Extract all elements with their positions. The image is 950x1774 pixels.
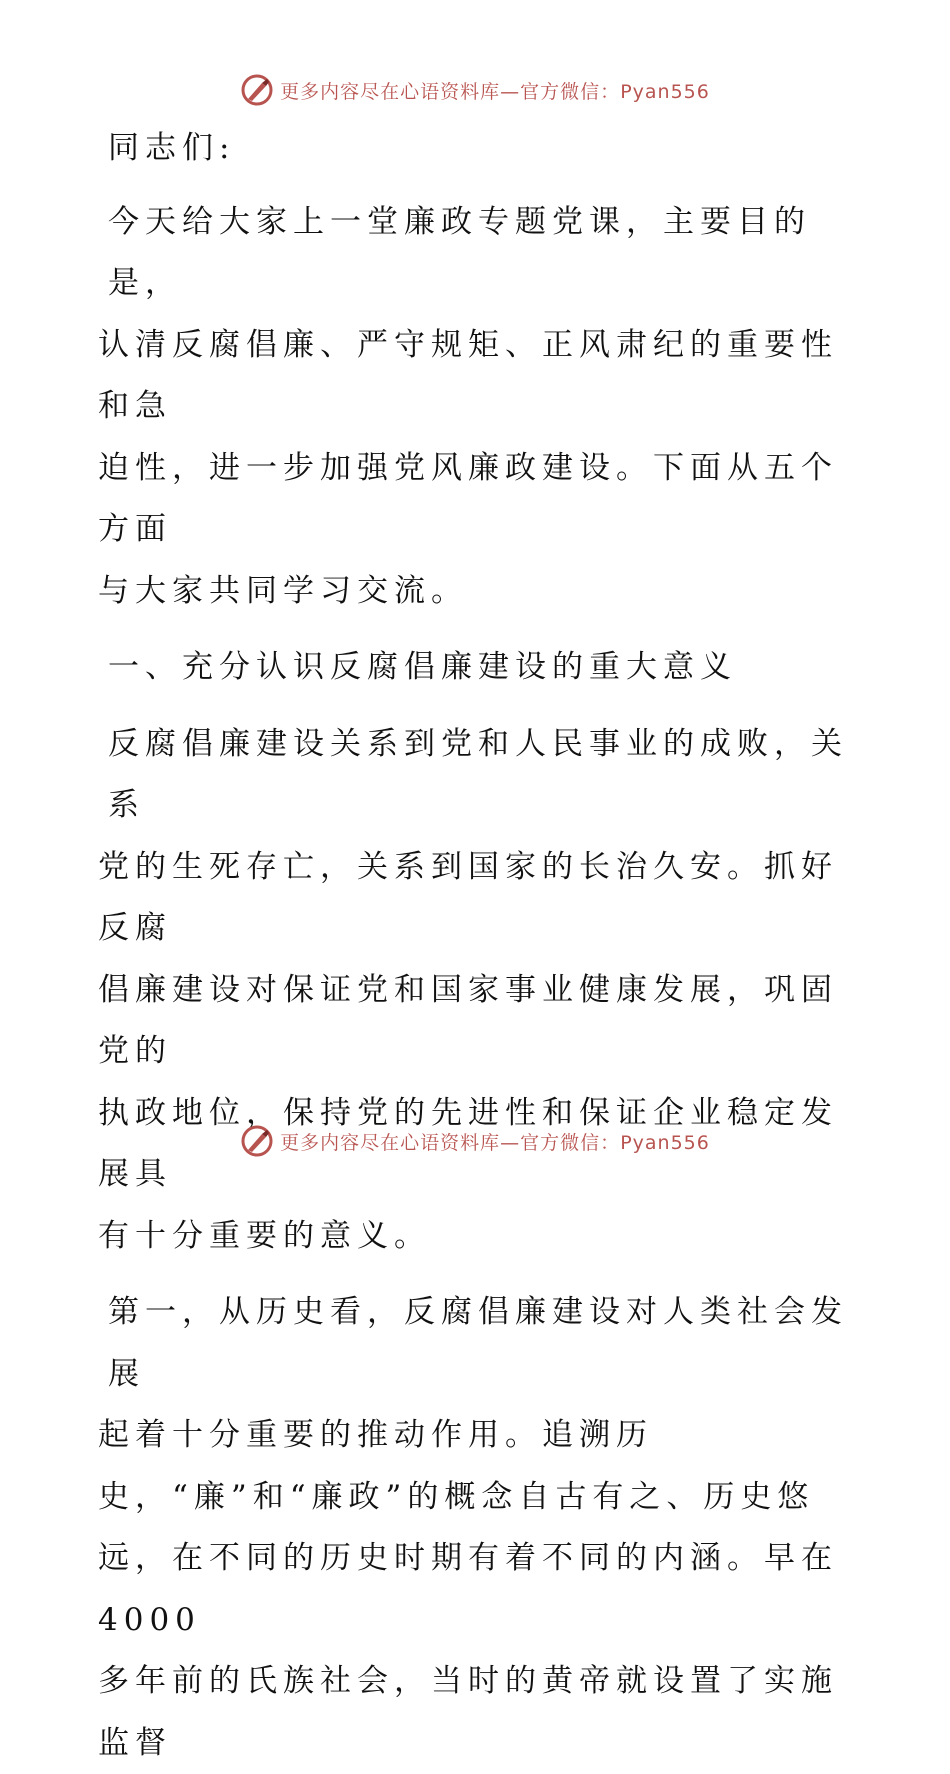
watermark-contact-label: 官方微信： bbox=[520, 80, 621, 103]
watermark-text bbox=[280, 77, 710, 104]
watermark-contact-id: Pyan556 bbox=[620, 80, 710, 103]
paragraph-line: 起着十分重要的推动作用。追溯历 bbox=[98, 1417, 653, 1453]
paragraph-line: 党的生死存亡，关系到国家的长治久安。抓好反腐 bbox=[98, 848, 838, 946]
watermark-main: 更多内容尽在心语资料库 bbox=[280, 80, 501, 103]
paragraph-line: 有十分重要的意义。 bbox=[98, 1217, 431, 1254]
watermark-main: 更多内容尽在心语资料库 bbox=[280, 1131, 501, 1154]
watermark-contact-id: Pyan556 bbox=[620, 1131, 710, 1154]
paragraph-line: 多年前的氏族社会，当时的黄帝就设置了实施监督 bbox=[98, 1663, 838, 1761]
paragraph-line: 执政地位，保持党的先进性和保证企业稳定发展具 bbox=[98, 1094, 838, 1192]
watermark-contact-label: 官方微信： bbox=[520, 1131, 621, 1154]
pen-logo-icon bbox=[240, 73, 274, 107]
intro-line: 今天给大家上一堂廉政专题党课，主要目的是， bbox=[108, 203, 811, 301]
watermark-separator: — bbox=[500, 1131, 521, 1154]
paragraph-line: 反腐倡廉建设关系到党和人民事业的成败，关系 bbox=[108, 725, 848, 823]
intro-line: 与大家共同学习交流。 bbox=[98, 572, 468, 609]
watermark-text bbox=[280, 1128, 710, 1155]
watermark-separator: — bbox=[500, 80, 521, 103]
paragraph-line: 倡廉建设对保证党和国家事业健康发展，巩固党的 bbox=[98, 971, 838, 1069]
salutation: 同志们: bbox=[108, 130, 236, 166]
watermark-banner-top bbox=[0, 70, 950, 110]
paragraph-line: 史，“廉”和“廉政”的概念自古有之、历史悠 bbox=[98, 1478, 815, 1515]
intro-line: 认清反腐倡廉、严守规矩、正风肃纪的重要性和急 bbox=[98, 326, 838, 424]
intro-line: 迫性，进一步加强党风廉政建设。下面从五个方面 bbox=[98, 449, 838, 547]
document-body bbox=[98, 118, 868, 1774]
pen-logo-icon bbox=[240, 1124, 274, 1158]
paragraph-line: 远，在不同的历史时期有着不同的内涵。早在4000 bbox=[98, 1540, 838, 1638]
paragraph-line: 第一，从历史看，反腐倡廉建设对人类社会发展 bbox=[108, 1294, 848, 1392]
watermark-banner-bottom bbox=[0, 1121, 950, 1161]
section-heading: 一、充分认识反腐倡廉建设的重大意义 bbox=[108, 649, 737, 685]
